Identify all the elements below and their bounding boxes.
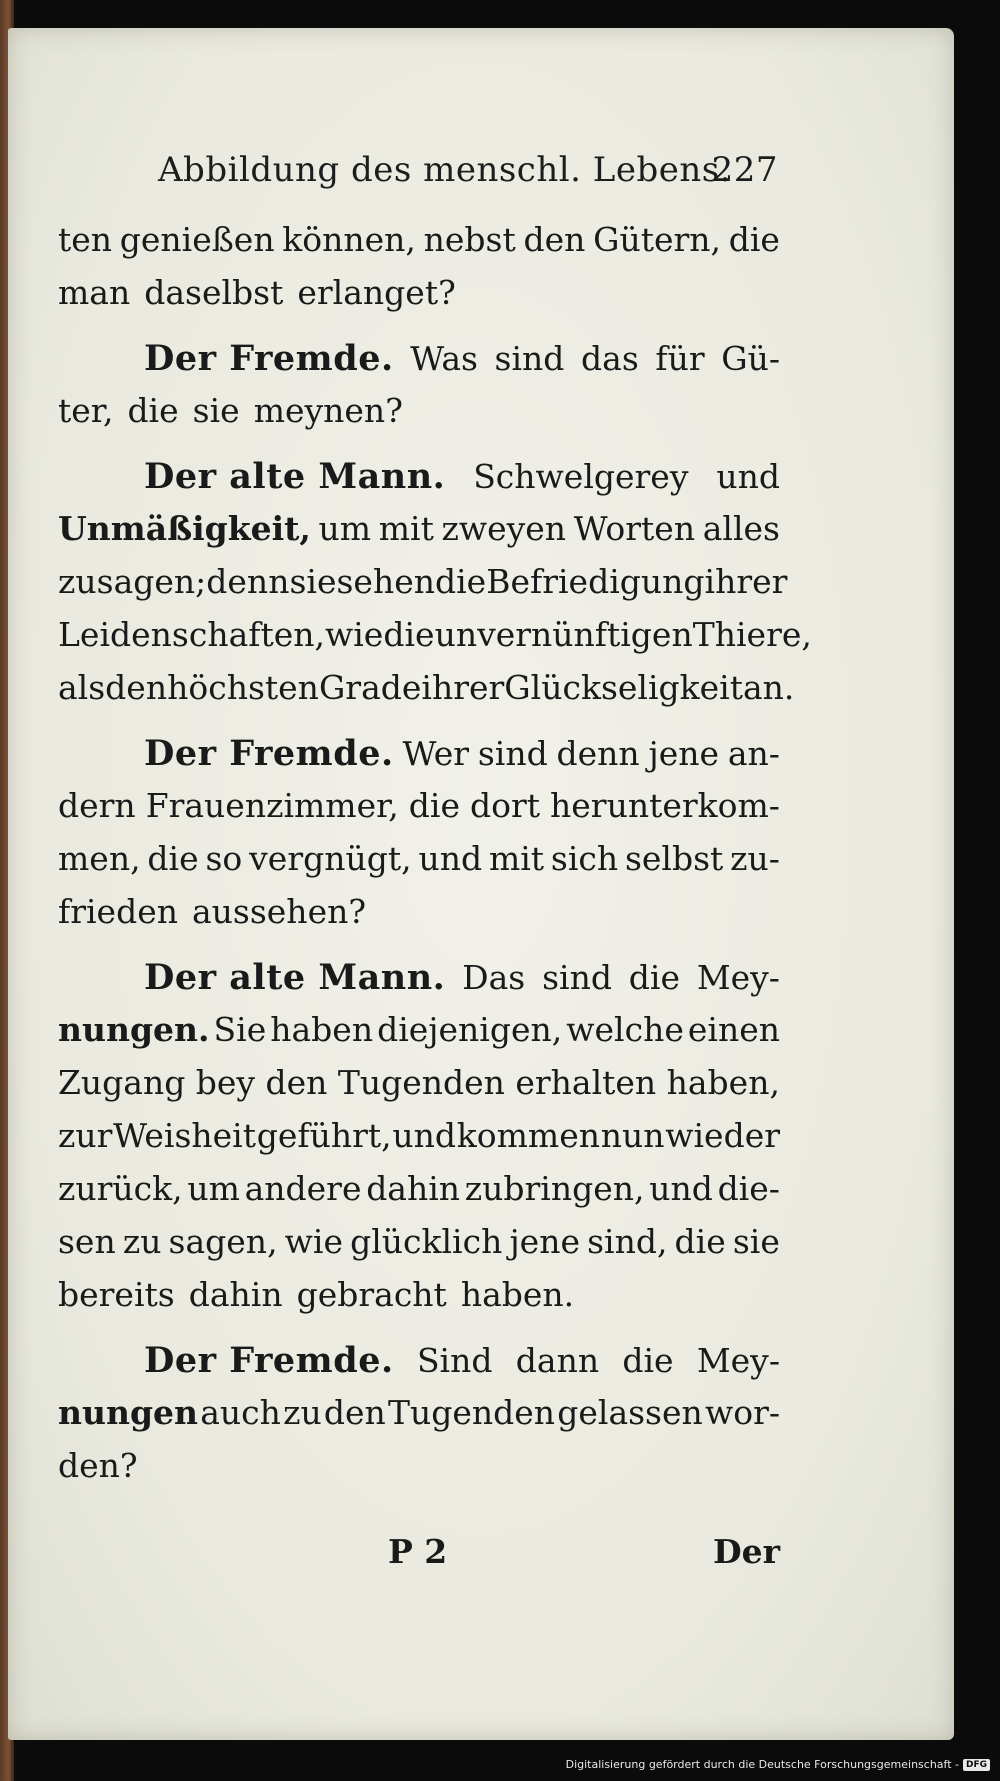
word: zu [283, 1393, 322, 1432]
text-line [58, 786, 780, 839]
page-footer [58, 1532, 780, 1582]
word: Befriedigung [486, 562, 705, 601]
word: zurück, [58, 1169, 183, 1208]
word: erlanget? [297, 273, 456, 312]
word: daselbst [144, 273, 284, 312]
speaker-name: Der alte Mann. [144, 456, 446, 497]
text-line [58, 456, 780, 509]
word: für [655, 339, 705, 378]
word: frieden [58, 892, 178, 931]
word: Frauenzimmer, [145, 786, 399, 825]
paragraph-gap [58, 945, 780, 957]
word: Schwelgerey [473, 457, 689, 496]
word: zur [58, 1116, 113, 1155]
word: glücklich [350, 1222, 503, 1261]
text-line [58, 1275, 780, 1328]
word: zu- [730, 839, 780, 878]
word: sie [192, 391, 240, 430]
word: gebracht [296, 1275, 447, 1314]
word: Gü- [721, 339, 780, 378]
text-line [58, 1116, 780, 1169]
word: dann [515, 1341, 600, 1380]
page-number: 227 [711, 150, 778, 190]
word: denn [206, 562, 290, 601]
word: Thiere, [692, 615, 812, 654]
word: denn [556, 734, 640, 773]
word: und [392, 1116, 457, 1155]
word: selbst [624, 839, 724, 878]
speaker-name: Der Fremde. [144, 733, 394, 774]
word: sind [494, 339, 565, 378]
word: andere [244, 1169, 362, 1208]
text-line [58, 1010, 780, 1063]
word: die- [717, 1169, 780, 1208]
word: Zugang [58, 1063, 186, 1102]
word: die [728, 220, 780, 259]
text-line [58, 1222, 780, 1275]
word: dern [58, 786, 136, 825]
text-line [58, 562, 788, 615]
word: zu [58, 562, 97, 601]
word: an. [742, 668, 795, 707]
word: haben. [460, 1275, 575, 1314]
word: das [581, 339, 639, 378]
word: Glückseligkeit [504, 668, 743, 707]
word: Wer [402, 734, 470, 773]
word: sind [542, 958, 612, 997]
word: um [187, 1169, 240, 1208]
word: unvernünftigen [434, 615, 693, 654]
word: man [58, 273, 131, 312]
word: herunterkom- [550, 786, 780, 825]
word: wor- [704, 1393, 780, 1432]
word: den? [58, 1446, 138, 1485]
word: und [716, 457, 780, 496]
word: sie [732, 1222, 780, 1261]
word: die [147, 839, 199, 878]
dfg-logo: DFG [963, 1759, 990, 1771]
text-line [58, 957, 780, 1010]
word: genießen [119, 220, 275, 259]
word: die [674, 1222, 726, 1261]
word: und [649, 1169, 713, 1208]
word: Tugenden [387, 1393, 556, 1432]
word: alles [702, 509, 780, 548]
word: mit [378, 509, 434, 548]
catchword: Der [713, 1532, 780, 1571]
word: men, [58, 839, 141, 878]
paragraph-gap [58, 326, 780, 338]
word: ten [58, 220, 113, 259]
word: die [435, 562, 487, 601]
word: jene [648, 734, 720, 773]
word: zweyen [441, 509, 567, 548]
word: sind, [587, 1222, 668, 1261]
signature-mark: P 2 [388, 1532, 448, 1571]
word: den [265, 1063, 328, 1102]
word: dahin [366, 1169, 461, 1208]
text-line [58, 1446, 780, 1499]
word: sen [58, 1222, 116, 1261]
word: sich [550, 839, 619, 878]
paragraph-gap [58, 721, 780, 733]
word: so [205, 839, 243, 878]
emphasized-word: nungen [58, 1393, 199, 1432]
word: können, [282, 220, 416, 259]
word: vergnügt, [249, 839, 412, 878]
word: sagen, [168, 1222, 278, 1261]
word: die [628, 958, 680, 997]
running-title: Abbildung des menschl. Lebens. [158, 150, 731, 190]
word: haben [270, 1010, 374, 1049]
word: Leidenschaften, [58, 615, 325, 654]
word: Weisheit [113, 1116, 257, 1155]
text-line [58, 1169, 780, 1222]
speaker-name: Der Fremde. [144, 1340, 394, 1381]
word: bey [195, 1063, 256, 1102]
body-text [58, 220, 812, 1499]
word: sagen; [96, 562, 207, 601]
word: haben, [666, 1063, 780, 1102]
text-line [58, 892, 780, 945]
word: Sind [416, 1341, 493, 1380]
text-line [58, 220, 780, 273]
text-line [58, 1340, 780, 1393]
word: bereits [58, 1275, 175, 1314]
text-line [58, 839, 780, 892]
text-line [58, 391, 780, 444]
digitization-credit [566, 1758, 990, 1771]
emphasized-word: Unmäßigkeit, [58, 509, 311, 548]
text-line [58, 509, 780, 562]
word: einen [687, 1010, 780, 1049]
word: den [323, 1393, 386, 1432]
word: nun [600, 1116, 665, 1155]
paragraph-gap [58, 1328, 780, 1340]
word: sind [477, 734, 548, 773]
word: wie [325, 615, 384, 654]
word: gelassen [557, 1393, 703, 1432]
word: geführt, [256, 1116, 392, 1155]
word: Mey- [696, 1341, 780, 1380]
word: den [105, 668, 168, 707]
word: sehen [336, 562, 435, 601]
word: dahin [188, 1275, 283, 1314]
word: zu [122, 1222, 162, 1261]
text-line [58, 1393, 780, 1446]
word: höchsten [167, 668, 319, 707]
word: dort [469, 786, 541, 825]
text-line [58, 273, 780, 326]
emphasized-word: nungen. [58, 1010, 210, 1049]
word: als [58, 668, 106, 707]
word: die [622, 1341, 674, 1380]
word: nebst [423, 220, 516, 259]
word: Sie [213, 1010, 267, 1049]
word: Mey- [696, 958, 780, 997]
word: aussehen? [191, 892, 367, 931]
word: diejenigen, [377, 1010, 563, 1049]
word: Gütern, [593, 220, 722, 259]
word: den [523, 220, 586, 259]
word: die [383, 615, 435, 654]
paragraph-gap [58, 444, 780, 456]
word: wie [284, 1222, 343, 1261]
word: die [127, 391, 179, 430]
word: kommen [456, 1116, 600, 1155]
text-line [58, 338, 780, 391]
word: meynen? [253, 391, 403, 430]
text-line [58, 668, 795, 721]
word: Worten [573, 509, 696, 548]
text-line [58, 615, 812, 668]
word: an- [727, 734, 780, 773]
word: Das [462, 958, 526, 997]
word: erhalten [515, 1063, 657, 1102]
word: um [318, 509, 372, 548]
page-header [158, 150, 778, 200]
word: Tugenden [337, 1063, 505, 1102]
word: auch [200, 1393, 281, 1432]
speaker-name: Der Fremde. [144, 338, 394, 379]
word: ter, [58, 391, 114, 430]
word: Grade [318, 668, 422, 707]
word: sie [289, 562, 337, 601]
word: jene [509, 1222, 580, 1261]
speaker-name: Der alte Mann. [144, 957, 446, 998]
word: ihrer [704, 562, 788, 601]
text-line [58, 733, 780, 786]
credit-text: Digitalisierung gefördert durch die Deutsche Forschungsgemeinschaft - [565, 1758, 959, 1771]
word: mit [488, 839, 545, 878]
word: und [418, 839, 483, 878]
word: wieder [665, 1116, 780, 1155]
text-line [58, 1063, 780, 1116]
word: die [408, 786, 460, 825]
word: welche [566, 1010, 684, 1049]
word: zubringen, [464, 1169, 645, 1208]
word: Was [410, 339, 478, 378]
word: ihrer [421, 668, 505, 707]
